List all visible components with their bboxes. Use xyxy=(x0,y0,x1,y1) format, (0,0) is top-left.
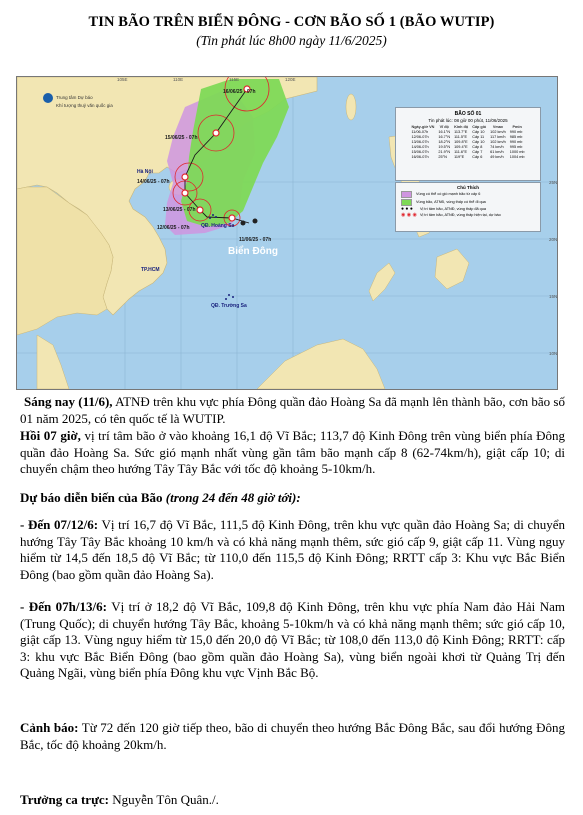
storm-table-cell: 12/06-07h xyxy=(411,135,429,139)
storm-table-cell: 111.6°E xyxy=(454,150,468,154)
storm-table-cell: 16.1°N xyxy=(438,130,451,134)
track-label-16: 16/06/25 - 07h xyxy=(223,89,256,95)
storm-table-cell: 16/06-07h xyxy=(411,155,429,159)
svg-text:25N: 25N xyxy=(549,180,557,185)
paragraph-upgrade: Sáng nay (11/6), ATNĐ trên khu vực phía Đông quần đảo Hoàng Sa đã mạnh lên thành bão, cơn bão số 01 năm 2025, có tên quốc tế là WUTIP. xyxy=(20,394,565,426)
storm-table-cell: 15/06-07h xyxy=(411,150,429,154)
storm-table-cell: 990 mb xyxy=(509,130,523,134)
svg-text:20N: 20N xyxy=(549,237,557,242)
past-position-icon: ● ● ● xyxy=(401,206,413,212)
storm-table-cell: 109.4°E xyxy=(454,145,468,149)
legend-item: ◉ ◉ ◉ Vị trí tâm bão, ATNĐ, vùng thấp hiện tại, dự báo xyxy=(401,212,501,218)
place-truongsa: QĐ. Trường Sa xyxy=(211,303,247,309)
track-label-15: 15/06/25 - 07h xyxy=(165,135,198,141)
paragraph-forecast-13: - Đến 07h/13/6: Vị trí ở 18,2 độ Vĩ Bắc, 109,8 độ Kinh Đông, trên khu vực phía Nam đảo Hải Nam (Trung Quốc); di chuyển hướng Tây Bắc, khoảng 5-10km/h và có khả năng mạnh thêm; sức gió cấp 10, giật cấp 13. Vùng nguy hiểm từ 15,0 đến 20,0 độ Vĩ Bắc; từ 108,0 đến 113,0 độ Kinh Đông; RRTT: cấp 3: khu vực Bắc Biển Đông (bao gồm quần đảo Hoàng Sa), vùng biển ngoài khơi từ Quảng Trị đến Quảng Ngãi, vùng biển phía Đông khu vực Vịnh Bắc Bộ. xyxy=(20,599,566,680)
place-tphcm: TP.HCM xyxy=(141,267,160,273)
storm-table-cell: Cấp 6 xyxy=(472,155,483,159)
storm-table-cell: 119°E xyxy=(454,155,465,159)
place-hanoi: Hà Nội xyxy=(137,169,153,175)
svg-text:15N: 15N xyxy=(549,294,557,299)
track-label-12: 12/06/25 - 07h xyxy=(157,225,190,231)
storm-table-cell: 109.8°E xyxy=(454,140,468,144)
paragraph-forecast-12: - Đến 07/12/6: Vị trí 16,7 độ Vĩ Bắc, 111,5 độ Kinh Đông, trên khu vực quần đảo Hoàng Sa; di chuyển hướng Tây Tây Bắc khoảng 10 km/h và có khả năng mạnh thêm, sức gió cấp 9, giật cấp 11. Vùng nguy hiểm từ 14,5 đến 18,5 độ Vĩ Bắc; từ 110,0 đến 115,5 độ Kinh Đông; RRTT cấp 3: Khu vực Bắc Biển Đông (bao gồm quần đảo Hoàng Sa). xyxy=(20,517,565,582)
storm-table-cell: 117 km/h xyxy=(490,135,506,139)
sea-label: Biển Đông xyxy=(228,246,278,257)
storm-table-cell: Cấp 8 xyxy=(472,145,483,149)
storm-table-row xyxy=(409,155,526,160)
legend-title: Chú Thích xyxy=(457,185,479,190)
document-title: TIN BÃO TRÊN BIỂN ĐÔNG - CƠN BÃO SỐ 1 (BÃO WUTIP) xyxy=(88,14,495,30)
storm-table-cell: 49 km/h xyxy=(490,155,504,159)
info-box-subtitle: Tin phát lúc: 08 giờ 00 phút, 11/06/2025 xyxy=(428,118,508,123)
col-header: Vmax xyxy=(492,125,503,129)
place-hoangsa: QĐ. Hoàng Sa xyxy=(201,223,235,229)
legend-item: Vùng bão, ATNĐ, vùng thấp có thể đi qua xyxy=(401,199,540,206)
storm-track-map xyxy=(16,76,558,390)
storm-table-cell: 113.7°E xyxy=(454,130,468,134)
map-legend xyxy=(395,182,541,232)
track-label-11: 11/06/25 - 07h xyxy=(239,237,272,243)
storm-table-cell: 995 mb xyxy=(509,145,523,149)
col-header: Kinh độ xyxy=(454,125,469,129)
document-subtitle: (Tin phát lúc 8h00 ngày 11/6/2025) xyxy=(196,33,387,48)
storm-table-cell: 61 km/h xyxy=(490,150,504,154)
storm-forecast-table xyxy=(409,125,526,160)
legend-item: ● ● ● Vị trí tâm bão, ATNĐ, vùng thấp đã qua xyxy=(401,206,486,212)
paragraph-current-position: Hồi 07 giờ, vị trí tâm bão ở vào khoảng 16,1 độ Vĩ Bắc; 113,7 độ Kinh Đông trên vùng biển phía Đông quần đảo Hoàng Sa. Sức gió mạnh nhất vùng gần tâm bão mạnh cấp 8 (62-74km/h), giật cấp 10; di chuyển chậm theo hướng Tây Tây Bắc với tốc độ khoảng 5-10km/h. xyxy=(20,428,565,476)
lon-tick: 105E xyxy=(117,77,128,82)
storm-table-cell: 18.2°N xyxy=(438,140,451,144)
storm-table-cell: 74 km/h xyxy=(490,145,504,149)
svg-text:115E: 115E xyxy=(229,77,240,82)
storm-table-cell: 11/06-07h xyxy=(411,130,429,134)
legend-item: Vùng có thể có gió mạnh bão từ cấp 6 xyxy=(401,191,540,198)
storm-table-cell: 14/06-07h xyxy=(411,145,429,149)
storm-table-cell: 102 km/h xyxy=(490,140,506,144)
track-label-13: 13/06/25 - 07h xyxy=(163,207,196,213)
col-header: Ngày-giờ VN xyxy=(411,125,435,129)
forecast-heading: Dự báo diễn biến của Bão (trong 24 đến 48 giờ tới): xyxy=(20,490,301,505)
storm-table-cell: 1000 mb xyxy=(509,150,525,154)
storm-table-cell: 25°N xyxy=(438,155,447,159)
signature-line: Trưởng ca trực: Nguyễn Tôn Quân./. xyxy=(20,792,219,807)
col-header: Cấp gió xyxy=(472,125,487,129)
storm-table-cell: 1004 mb xyxy=(509,155,525,159)
storm-table-cell: Cấp 7 xyxy=(472,150,483,154)
storm-table-cell: 13/06-07h xyxy=(411,140,429,144)
track-label-14: 14/06/25 - 07h xyxy=(137,179,170,185)
storm-table-cell: 111.5°E xyxy=(454,135,468,139)
paragraph-warning: Cảnh báo: Từ 72 đến 120 giờ tiếp theo, bão di chuyển theo hướng Bắc Đông Bắc, sau đổi hướng Đông Bắc, tốc độ khoảng 20km/h. xyxy=(20,720,565,752)
storm-info-box xyxy=(395,107,541,181)
storm-table-cell: 21.9°N xyxy=(438,150,451,154)
svg-text:120E: 120E xyxy=(285,77,296,82)
agency-logo: Trung tâm Dự báo Khí tượng thuỷ văn quốc gia xyxy=(43,93,113,109)
col-header: Pmin xyxy=(512,125,522,129)
storm-table-cell: 985 mb xyxy=(509,135,523,139)
storm-table-cell: 990 mb xyxy=(509,140,523,144)
agency-emblem-icon xyxy=(43,93,53,103)
forecast-position-icon: ◉ ◉ ◉ xyxy=(401,212,417,218)
storm-table-cell: 16.7°N xyxy=(438,135,451,139)
storm-table-cell: Cấp 10 xyxy=(472,140,485,144)
storm-table-cell: 102 km/h xyxy=(490,130,506,134)
purple-swatch-icon xyxy=(401,191,412,198)
info-box-title: BÃO SỐ 01 xyxy=(454,111,482,117)
svg-text:10N: 10N xyxy=(549,351,557,356)
svg-text:110E: 110E xyxy=(173,77,184,82)
storm-table-cell: 19.5°N xyxy=(438,145,451,149)
col-header: Vĩ độ xyxy=(439,125,449,129)
storm-table-cell: Cấp 11 xyxy=(472,135,485,139)
green-swatch-icon xyxy=(401,199,412,206)
storm-table-cell: Cấp 10 xyxy=(472,130,485,134)
